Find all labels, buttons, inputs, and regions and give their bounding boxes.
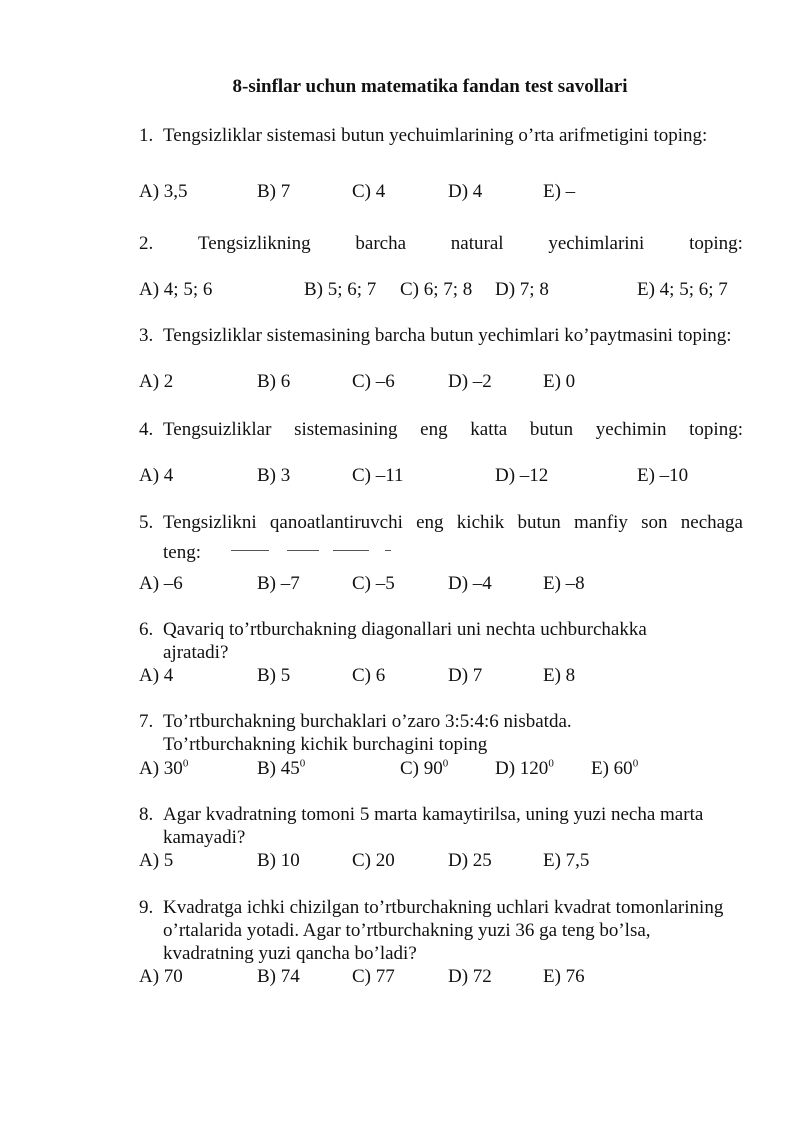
option-c: C) 77	[352, 966, 395, 987]
option-a: A) 4	[139, 665, 174, 686]
formula-placeholder-line	[231, 550, 269, 551]
option-e: E) 76	[543, 966, 585, 987]
question-text: Qavariq to’rtburchakning diagonallari uni nechta uchburchakka ajratadi?	[163, 619, 647, 663]
option-e: E) –8	[543, 573, 585, 594]
option-e: E) 0	[543, 371, 576, 392]
option-d: D) $120^0$	[495, 757, 554, 779]
option-a: A) 3,5	[139, 181, 188, 202]
question-word: toping:	[689, 233, 743, 254]
question-word: yechimlarini	[548, 233, 645, 254]
option-b: B) 3	[257, 465, 291, 486]
question-word: barcha	[355, 233, 407, 254]
question-number: 8.	[139, 804, 154, 825]
option-c: C) 4	[352, 181, 386, 202]
option-c: C) $90^0$	[400, 757, 449, 779]
formula-placeholder-line	[287, 550, 319, 551]
option-c: C) 20	[352, 850, 395, 871]
question-3	[139, 324, 743, 347]
question-text-line2: teng:	[163, 542, 201, 563]
question-word: natural	[450, 233, 504, 254]
degree-superscript: 0	[299, 757, 306, 770]
question-7	[139, 710, 743, 756]
option-a: A) –6	[139, 573, 183, 594]
option-e: E) –10	[637, 465, 689, 486]
option-a: A) 70	[139, 966, 183, 987]
option-a: A) $30^0$	[139, 757, 189, 779]
question-5	[139, 511, 743, 534]
option-b: B) 10	[257, 850, 300, 871]
option-e: E) 7,5	[543, 850, 590, 871]
page-title: 8-sinflar uchun matematika fandan test savollari	[232, 76, 628, 97]
option-a: A) 2	[139, 371, 174, 392]
option-b: B) 6	[257, 371, 291, 392]
degree-superscript: 0	[442, 757, 449, 770]
option-e: E) 8	[543, 665, 576, 686]
option-a: A) 4	[139, 465, 174, 486]
question-text-line1: To’rtburchakning burchaklari o’zaro 3:5:4:6 nisbatda.	[163, 711, 572, 732]
question-text-line1: Tengsizlikni qanoatlantiruvchi eng kichik butun manfiy son nechaga	[163, 512, 743, 533]
degree-superscript: 0	[182, 757, 189, 770]
question-text-line2: To’rtburchakning kichik burchagini toping	[163, 734, 488, 755]
formula-placeholder-line	[385, 550, 391, 551]
degree-superscript: 0	[632, 757, 639, 770]
option-d: D) –12	[495, 465, 549, 486]
option-d: D) 7	[448, 665, 483, 686]
question-number: 4.	[139, 419, 154, 440]
question-2	[139, 232, 743, 255]
question-4	[139, 418, 743, 441]
option-e: E) –	[543, 181, 576, 202]
option-b: B) 7	[257, 181, 291, 202]
option-b: B) 5	[257, 665, 291, 686]
option-a: A) 4; 5; 6	[139, 279, 213, 300]
option-c: C) –6	[352, 371, 395, 392]
question-number: 2.	[139, 233, 154, 254]
option-e: E) 4; 5; 6; 7	[637, 279, 728, 300]
formula-placeholder-line	[333, 550, 369, 551]
option-b: B) 74	[257, 966, 300, 987]
option-e: E) $60^0$	[591, 757, 639, 779]
question-6	[139, 618, 699, 664]
question-text: Kvadratga ichki chizilgan to’rtburchakning uchlari kvadrat tomonlarining o’rtalarida yotadi. Agar to’rtburchakning yuzi 36 ga teng bo’lsa, kvadratning yuzi qancha bo’ladi?	[163, 897, 724, 964]
question-word: Tengsizlikning	[198, 233, 311, 254]
option-b: B) 5; 6; 7	[304, 279, 377, 300]
question-1	[139, 124, 743, 147]
question-number: 1.	[139, 125, 154, 146]
option-d: D) 4	[448, 181, 483, 202]
option-c: C) –5	[352, 573, 395, 594]
option-d: D) 72	[448, 966, 492, 987]
option-d: D) –4	[448, 573, 492, 594]
option-a: A) 5	[139, 850, 174, 871]
question-text: Agar kvadratning tomoni 5 marta kamaytirilsa, uning yuzi necha marta kamayadi?	[163, 804, 704, 848]
question-number: 3.	[139, 325, 154, 346]
option-b: B) –7	[257, 573, 300, 594]
question-text: Tengsizliklar sistemasining barcha butun yechimlari ko’paytmasini toping:	[163, 325, 732, 346]
option-d: D) –2	[448, 371, 492, 392]
question-number: 9.	[139, 897, 154, 918]
option-c: C) –11	[352, 465, 404, 486]
question-8	[139, 803, 743, 849]
question-number: 7.	[139, 711, 154, 732]
option-c: C) 6; 7; 8	[400, 279, 473, 300]
degree-superscript: 0	[548, 757, 554, 770]
question-9	[139, 896, 743, 965]
question-text: Tengsuizliklar sistemasining eng katta butun yechimin toping:	[163, 419, 743, 440]
option-d: D) 7; 8	[495, 279, 549, 300]
question-text: Tengsizliklar sistemasi butun yechuimlarining o’rta arifmetigini toping:	[163, 125, 708, 146]
option-b: B) $45^0$	[257, 757, 306, 779]
question-number: 5.	[139, 512, 154, 533]
option-d: D) 25	[448, 850, 492, 871]
option-c: C) 6	[352, 665, 386, 686]
question-number: 6.	[139, 619, 154, 640]
